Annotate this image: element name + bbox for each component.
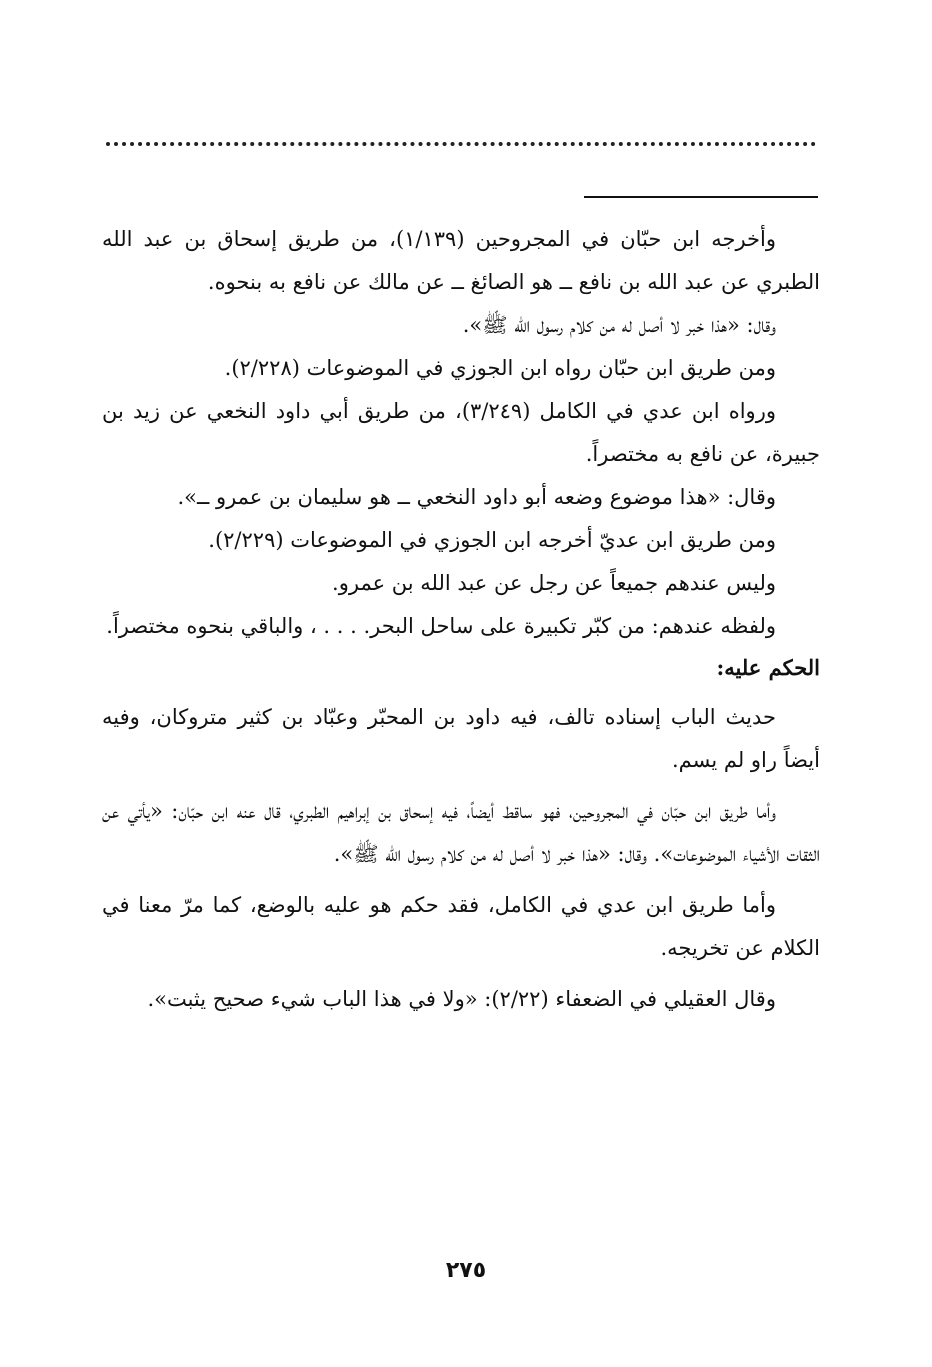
footnote-paragraph: ولفظه عندهم: من كبّر تكبيرة على ساحل البحر. . . . ، والباقي بنحوه مختصراً. — [106, 614, 776, 638]
footnote-paragraph: وقال: «هذا موضوع وضعه أبو داود النخعي ــ هو سليمان بن عمرو ــ». — [177, 485, 776, 509]
footnote-paragraph: وأخرجه ابن حبّان في المجروحين (١/١٣٩)، من طريق إسحاق بن عبد الله الطبري عن عبد الله بن نافع ــ هو الصائغ ــ عن مالك عن نافع به بنحوه. — [102, 227, 820, 294]
judgment-paragraph: وأما طريق ابن عدي في الكامل، فقد حكم هو عليه بالوضع، كما مرّ معنا في الكلام عن تخريجه. — [102, 893, 820, 960]
page-body — [102, 218, 820, 1021]
footnote-paragraph: ومن طريق ابن حبّان رواه ابن الجوزي في الموضوعات (٢/٢٢٨). — [224, 356, 776, 380]
section-heading: الحكم عليه: — [716, 655, 820, 680]
footnote-paragraph: ورواه ابن عدي في الكامل (٣/٢٤٩)، من طريق أبي داود النخعي عن زيد بن جبيرة، عن نافع به مختصراً. — [102, 399, 820, 466]
page-number: ٢٧٥ — [445, 1258, 487, 1283]
judgment-paragraph: حديث الباب إسناده تالف، فيه داود بن المحبّر وعبّاد بن كثير متروكان، وفيه أيضاً راو لم يسم. — [102, 705, 820, 772]
judgment-paragraph: وأما طريق ابن حبّان في المجروحين، فهو ساقط أيضاً، فيه إسحاق بن إبراهيم الطبري، قال عنه ابن حبّان: «يأتي عن الثقات الأشياء الموضوعات». وقال: «هذا خبر لا أصل له من كلام رسول الله ﷺ». — [102, 799, 820, 866]
footnote-paragraph: وقال: «هذا خبر لا أصل له من كلام رسول الله ﷺ». — [462, 313, 776, 337]
footnote-paragraph: وليس عندهم جميعاً عن رجل عن عبد الله بن عمرو. — [332, 571, 776, 595]
footnote-paragraph: ومن طريق ابن عديّ أخرجه ابن الجوزي في الموضوعات (٢/٢٢٩). — [208, 528, 776, 552]
dotted-separator — [106, 142, 816, 146]
footnote-rule — [584, 196, 818, 198]
judgment-paragraph: وقال العقيلي في الضعفاء (٢/٢٢): «ولا في هذا الباب شيء صحيح يثبت». — [147, 987, 776, 1011]
